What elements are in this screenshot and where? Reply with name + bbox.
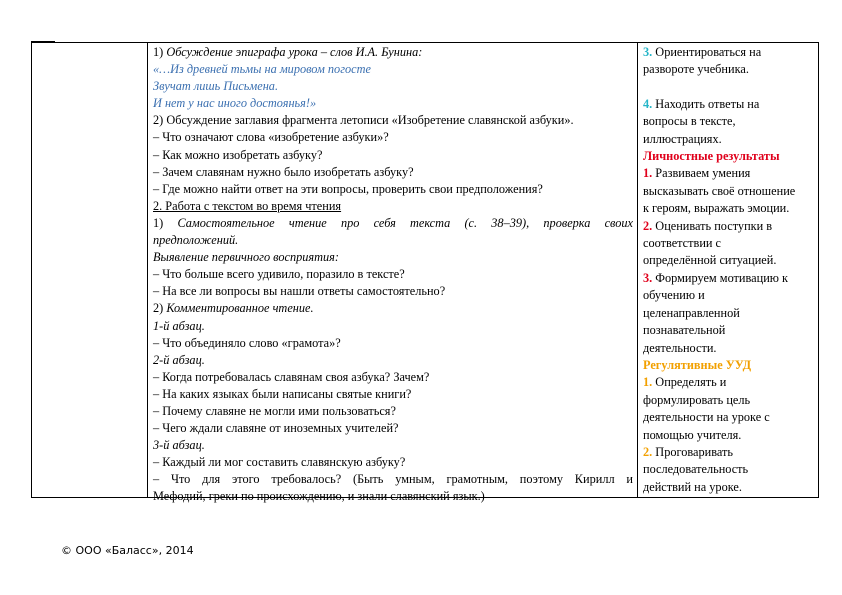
lesson-activities-column: [153, 44, 633, 506]
activity-line: предположений.: [153, 233, 239, 248]
outcome-line: 3. Ориентироваться на: [643, 45, 762, 59]
outcome-line: 2. Проговаривать: [643, 444, 733, 459]
activity-line: 2) Обсуждение заглавия фрагмента летописи «Изобретение славянской азбуки».: [153, 113, 574, 128]
question-line: – Чего ждали славяне от иноземных учителей?: [153, 421, 399, 436]
paragraph-label: 2-й абзац.: [153, 352, 205, 367]
outcome-line: высказывать своё отношение: [643, 183, 796, 198]
outcome-line: определённой ситуацией.: [643, 253, 777, 268]
outcome-line: 1. Определять и: [643, 375, 727, 390]
question-line: – Что для этого требовалось? (Быть умным, грамотным, поэтому Кирилл и: [153, 472, 633, 487]
question-line: – Каждый ли мог составить славянскую азбуку?: [153, 455, 406, 470]
outcome-line: познавательной: [643, 323, 726, 338]
outcome-line: деятельности.: [643, 340, 717, 355]
outcome-line: 1. Развиваем умения: [643, 166, 751, 181]
column-divider-right: [637, 43, 638, 497]
question-line: – Что объединяло слово «грамота»?: [153, 335, 341, 350]
outcome-line: 4. Находить ответы на: [643, 96, 760, 111]
outcome-line: развороте учебника.: [643, 62, 749, 77]
learning-outcomes-column: [643, 44, 815, 496]
question-line: – Зачем славянам нужно было изобретать азбуку?: [153, 164, 414, 179]
lesson-table: [31, 42, 819, 504]
activity-line: 1) Самостоятельное чтение про себя текста (с. 38–39), проверка своих: [153, 215, 633, 230]
question-line: – Что означают слова «изобретение азбуки»?: [153, 130, 389, 145]
question-line: – На все ли вопросы вы нашли ответы самостоятельно?: [153, 284, 446, 299]
question-line: – Почему славяне не могли ими пользоваться?: [153, 403, 396, 418]
question-line: – Где можно найти ответ на эти вопросы, проверить свои предположения?: [153, 181, 543, 196]
regulatory-uud-heading: Регулятивные УУД: [643, 357, 752, 372]
activity-line: 2) Комментированное чтение.: [153, 301, 314, 316]
question-line: – На каких языках были написаны святые книги?: [153, 386, 412, 401]
epigraph-line: Звучат лишь Письмена.: [153, 79, 279, 94]
paragraph-label: 3-й абзац.: [153, 438, 205, 453]
outcome-line: формулировать цель: [643, 392, 751, 407]
outcome-line: вопросы в тексте,: [643, 114, 736, 129]
outcome-line: обучению и: [643, 288, 705, 303]
spacer: [643, 79, 815, 96]
outcome-line: 2. Оценивать поступки в: [643, 218, 773, 233]
outcome-line: помощью учителя.: [643, 427, 742, 442]
question-line: – Как можно изобретать азбуку?: [153, 147, 323, 162]
paragraph-label: 1-й абзац.: [153, 318, 205, 333]
outcome-line: действий на уроке.: [643, 479, 742, 494]
outcome-line: последовательность: [643, 462, 749, 477]
question-line: – Когда потребовалась славянам своя азбука? Зачем?: [153, 369, 430, 384]
outcome-line: соответствии с: [643, 236, 722, 251]
epigraph-line: И нет у нас иного достоянья!»: [153, 96, 317, 111]
copyright-footer: © ООО «Баласс», 2014: [61, 544, 194, 557]
section-heading: 2. Работа с текстом во время чтения: [153, 198, 342, 213]
outcome-line: 3. Формируем мотивацию к: [643, 270, 789, 285]
question-line: – Что больше всего удивило, поразило в тексте?: [153, 267, 405, 282]
outcome-line: к героям, выражать эмоции.: [643, 201, 790, 216]
epigraph-line: «…Из древней тьмы на мировом погосте: [153, 62, 371, 77]
outcome-line: иллюстрациях.: [643, 131, 722, 146]
activity-line: 1) Обсуждение эпиграфа урока – слов И.А. Бунина:: [153, 45, 423, 59]
outcome-line: целенаправленной: [643, 305, 740, 320]
answer-line: Мефодий, греки по происхождению, и знали славянский язык.): [153, 489, 485, 504]
personal-results-heading: Личностные результаты: [643, 149, 780, 164]
subheading: Выявление первичного восприятия:: [153, 250, 339, 265]
column-divider-left: [147, 43, 148, 497]
outcome-line: деятельности на уроке с: [643, 410, 770, 425]
